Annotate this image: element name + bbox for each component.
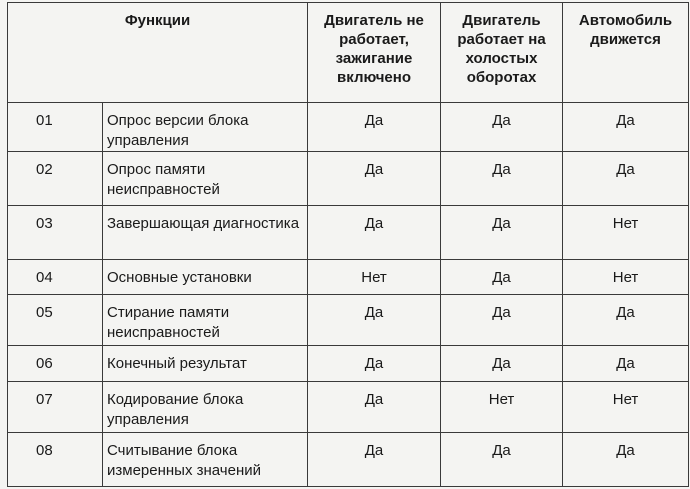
engine-idle-value: Да xyxy=(441,295,563,346)
table-row xyxy=(8,260,689,295)
engine-off-value: Да xyxy=(308,206,441,260)
function-name: Считывание блока измеренных значений xyxy=(103,433,308,487)
table-row xyxy=(8,103,689,152)
engine-idle-value: Да xyxy=(441,152,563,206)
table-row xyxy=(8,382,689,433)
engine-idle-value: Да xyxy=(441,346,563,382)
function-name: Конечный результат xyxy=(103,346,308,382)
header-functions: Функции xyxy=(8,3,308,103)
engine-off-value: Да xyxy=(308,152,441,206)
engine-off-value: Да xyxy=(308,295,441,346)
function-number: 08 xyxy=(8,433,103,487)
vehicle-moving-value: Да xyxy=(563,295,689,346)
header-vehicle-moving: Автомобиль движется xyxy=(563,3,689,103)
header-engine-off: Двигатель не работает, зажигание включено xyxy=(308,3,441,103)
engine-off-value: Да xyxy=(308,346,441,382)
function-name: Основные установки xyxy=(103,260,308,295)
table-row xyxy=(8,295,689,346)
vehicle-moving-value: Да xyxy=(563,152,689,206)
vehicle-moving-value: Нет xyxy=(563,260,689,295)
function-number: 01 xyxy=(8,103,103,152)
header-engine-idle: Двигатель работает на холостых оборотах xyxy=(441,3,563,103)
engine-idle-value: Нет xyxy=(441,382,563,433)
function-number: 07 xyxy=(8,382,103,433)
vehicle-moving-value: Нет xyxy=(563,382,689,433)
table-row xyxy=(8,206,689,260)
function-name: Опрос версии блока управления xyxy=(103,103,308,152)
vehicle-moving-value: Да xyxy=(563,433,689,487)
functions-table xyxy=(7,2,689,487)
engine-idle-value: Да xyxy=(441,260,563,295)
function-name: Завершающая диагностика xyxy=(103,206,308,260)
vehicle-moving-value: Нет xyxy=(563,206,689,260)
engine-idle-value: Да xyxy=(441,433,563,487)
header-row xyxy=(8,3,689,103)
function-name: Опрос памяти неисправностей xyxy=(103,152,308,206)
vehicle-moving-value: Да xyxy=(563,103,689,152)
function-number: 06 xyxy=(8,346,103,382)
function-number: 04 xyxy=(8,260,103,295)
engine-idle-value: Да xyxy=(441,103,563,152)
engine-idle-value: Да xyxy=(441,206,563,260)
function-number: 02 xyxy=(8,152,103,206)
engine-off-value: Нет xyxy=(308,260,441,295)
function-number: 05 xyxy=(8,295,103,346)
table-row xyxy=(8,152,689,206)
vehicle-moving-value: Да xyxy=(563,346,689,382)
table-row xyxy=(8,346,689,382)
function-name: Кодирование блока управления xyxy=(103,382,308,433)
function-name: Стирание памяти неисправностей xyxy=(103,295,308,346)
engine-off-value: Да xyxy=(308,433,441,487)
table-row xyxy=(8,433,689,487)
function-number: 03 xyxy=(8,206,103,260)
engine-off-value: Да xyxy=(308,382,441,433)
engine-off-value: Да xyxy=(308,103,441,152)
